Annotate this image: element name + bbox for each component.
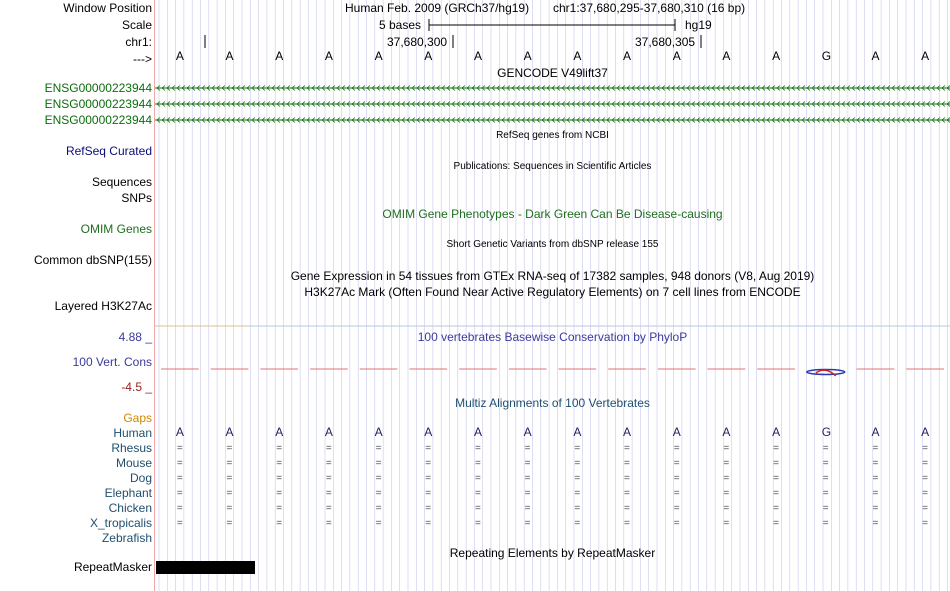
alignment-match: =	[276, 458, 283, 469]
cons-min-label: -4.5 _	[121, 380, 152, 394]
alignment-match: =	[375, 473, 382, 484]
species-label-rhesus[interactable]: Rhesus	[111, 441, 152, 455]
species-label-dog[interactable]: Dog	[129, 471, 152, 485]
base-letter: A	[424, 49, 433, 63]
alignment-match: =	[276, 443, 283, 454]
alignment-base: A	[324, 425, 333, 439]
alignment-match: =	[872, 518, 879, 529]
alignment-match: =	[872, 473, 879, 484]
alignment-match: =	[872, 443, 879, 454]
snps-track-label[interactable]: SNPs	[121, 191, 152, 205]
alignment-base: A	[772, 425, 781, 439]
alignment-match: =	[723, 473, 730, 484]
position-readout: chr1:37,680,295-37,680,310 (16 bp)	[553, 1, 746, 15]
alignment-match: =	[176, 488, 183, 499]
alignment-match: =	[474, 488, 481, 499]
publications-track-title: Publications: Sequences in Scientific Articles	[453, 161, 652, 172]
alignment-match: =	[375, 518, 382, 529]
multiz-alignment-rows	[155, 425, 950, 535]
alignment-base: A	[175, 425, 184, 439]
alignment-match: =	[325, 473, 332, 484]
gaps-label: Gaps	[123, 411, 152, 425]
alignment-match: =	[773, 488, 779, 499]
alignment-match: =	[773, 518, 779, 529]
alignment-match: =	[325, 458, 332, 469]
species-label-zebrafish[interactable]: Zebrafish	[101, 531, 152, 545]
base-letter: A	[871, 49, 880, 63]
alignment-match: =	[176, 458, 183, 469]
alignment-match: =	[624, 503, 630, 514]
alignment-match: =	[325, 518, 332, 529]
alignment-match: =	[574, 503, 581, 514]
alignment-base: A	[672, 425, 681, 439]
h3k27ac-track-label[interactable]: Layered H3K27Ac	[54, 299, 152, 313]
base-letter: A	[175, 49, 184, 63]
alignment-match: =	[226, 443, 233, 454]
base-letter: A	[573, 49, 582, 63]
alignment-match: =	[673, 488, 680, 499]
coordinate-label: 37,680,300	[387, 35, 448, 49]
alignment-match: =	[574, 473, 581, 484]
alignment-match: =	[474, 443, 481, 454]
alignment-match: =	[922, 518, 928, 529]
alignment-match: =	[474, 458, 481, 469]
alignment-match: =	[176, 473, 183, 484]
alignment-match: =	[922, 488, 928, 499]
alignment-match: =	[176, 443, 183, 454]
alignment-base: A	[374, 425, 383, 439]
dbsnp-track-label[interactable]: Common dbSNP(155)	[33, 253, 152, 267]
alignment-match: =	[773, 473, 779, 484]
alignment-match: =	[425, 458, 432, 469]
alignment-match: =	[723, 488, 730, 499]
base-letter: A	[324, 49, 333, 63]
alignment-match: =	[822, 473, 829, 484]
alignment-match: =	[723, 518, 730, 529]
alignment-match: =	[673, 518, 680, 529]
window-position-label: Window Position	[63, 1, 152, 15]
species-label-xtropicalis[interactable]: X_tropicalis	[89, 516, 152, 530]
alignment-match: =	[226, 488, 233, 499]
alignment-match: =	[773, 458, 779, 469]
coordinate-ticks	[155, 35, 950, 49]
alignment-match: =	[425, 488, 432, 499]
alignment-match: =	[524, 488, 531, 499]
base-letter: G	[821, 49, 832, 63]
base-letter: A	[225, 49, 234, 63]
track-image-area[interactable]	[155, 0, 950, 591]
alignment-base: A	[573, 425, 582, 439]
alignment-match: =	[226, 473, 233, 484]
alignment-base: A	[225, 425, 234, 439]
cons-track-label[interactable]: 100 Vert. Cons	[72, 355, 152, 369]
alignment-match: =	[276, 503, 283, 514]
alignment-match: =	[276, 518, 283, 529]
alignment-base: A	[623, 425, 632, 439]
alignment-match: =	[872, 488, 879, 499]
alignment-match: =	[624, 488, 630, 499]
alignment-base: A	[473, 425, 482, 439]
alignment-match: =	[375, 488, 382, 499]
gtex-track-title: Gene Expression in 54 tissues from GTEx RNA-seq of 17382 samples, 948 donors (V8, Aug 2019)	[290, 269, 815, 283]
alignment-match: =	[673, 473, 680, 484]
alignment-base: A	[275, 425, 284, 439]
alignment-match: =	[425, 518, 432, 529]
phylop-track-title: 100 vertebrates Basewise Conservation by PhyloP	[417, 330, 688, 344]
alignment-base: G	[821, 425, 832, 439]
base-letter: A	[623, 49, 632, 63]
alignment-base: A	[722, 425, 731, 439]
alignment-match: =	[375, 503, 382, 514]
alignment-match: =	[325, 443, 332, 454]
base-letter: A	[921, 49, 930, 63]
alignment-match: =	[673, 458, 680, 469]
alignment-match: =	[226, 518, 233, 529]
multiz-track-title: Multiz Alignments of 100 Vertebrates	[455, 396, 650, 410]
base-letter: A	[672, 49, 681, 63]
alignment-match: =	[524, 443, 531, 454]
base-sequence-row	[155, 49, 950, 63]
alignment-match: =	[723, 503, 730, 514]
alignment-match: =	[872, 458, 879, 469]
base-letter: A	[374, 49, 383, 63]
alignment-match: =	[524, 503, 531, 514]
alignment-match: =	[574, 458, 581, 469]
repeat-element-block[interactable]	[156, 561, 255, 574]
gencode-track-title: GENCODE V49lift37	[497, 66, 608, 80]
alignment-base: A	[424, 425, 433, 439]
scale-text: 5 bases	[379, 18, 422, 32]
alignment-match: =	[822, 443, 829, 454]
alignment-match: =	[822, 518, 829, 529]
base-letter: A	[523, 49, 532, 63]
repeatmasker-track-label[interactable]: RepeatMasker	[73, 560, 152, 574]
alignment-match: =	[425, 503, 432, 514]
gencode-gene-label[interactable]: ENSG00000223944	[44, 81, 152, 95]
alignment-match: =	[922, 443, 928, 454]
refseq-track-title: RefSeq genes from NCBI	[496, 130, 609, 141]
scale-assembly: hg19	[685, 18, 712, 32]
alignment-base: A	[921, 425, 930, 439]
scale-bar	[425, 18, 685, 32]
base-letter: A	[722, 49, 731, 63]
alignment-base: A	[523, 425, 532, 439]
alignment-match: =	[226, 503, 233, 514]
alignment-match: =	[773, 443, 779, 454]
alignment-match: =	[624, 473, 630, 484]
gencode-transcripts[interactable]	[155, 80, 950, 130]
strand-arrow-label: --->	[133, 52, 152, 66]
alignment-match: =	[325, 503, 332, 514]
alignment-match: =	[524, 458, 531, 469]
base-letter: A	[275, 49, 284, 63]
alignment-match: =	[673, 503, 680, 514]
species-label-human[interactable]: Human	[113, 426, 152, 440]
alignment-match: =	[325, 488, 332, 499]
alignment-match: =	[474, 473, 481, 484]
alignment-match: =	[375, 458, 382, 469]
gencode-gene-label[interactable]: ENSG00000223944	[44, 113, 152, 127]
alignment-match: =	[474, 503, 481, 514]
alignment-match: =	[624, 458, 630, 469]
alignment-match: =	[574, 518, 581, 529]
species-label-mouse[interactable]: Mouse	[115, 456, 152, 470]
alignment-match: =	[723, 443, 730, 454]
alignment-match: =	[574, 488, 581, 499]
alignment-match: =	[773, 503, 779, 514]
chrom-label: chr1:	[125, 35, 152, 49]
coordinate-label: 37,680,305	[635, 35, 696, 49]
alignment-match: =	[922, 503, 928, 514]
base-letter: A	[473, 49, 482, 63]
gencode-gene-label[interactable]: ENSG00000223944	[44, 97, 152, 111]
alignment-match: =	[723, 458, 730, 469]
alignment-match: =	[375, 443, 382, 454]
alignment-match: =	[574, 443, 581, 454]
omim-track-label[interactable]: OMIM Genes	[80, 222, 152, 236]
image-frame-line	[154, 0, 155, 591]
scale-label: Scale	[121, 18, 152, 32]
assembly-title: Human Feb. 2009 (GRCh37/hg19)	[345, 1, 530, 15]
alignment-match: =	[276, 473, 283, 484]
alignment-match: =	[822, 503, 829, 514]
species-label-elephant[interactable]: Elephant	[104, 486, 152, 500]
alignment-match: =	[822, 488, 829, 499]
alignment-match: =	[524, 518, 531, 529]
alignment-match: =	[673, 443, 680, 454]
h3k27ac-track-title: H3K27Ac Mark (Often Found Near Active Regulatory Elements) on 7 cell lines from ENCODE	[304, 285, 801, 299]
omim-track-title: OMIM Gene Phenotypes - Dark Green Can Be Disease-causing	[382, 207, 723, 221]
alignment-match: =	[822, 458, 829, 469]
alignment-match: =	[226, 458, 233, 469]
alignment-match: =	[425, 473, 432, 484]
alignment-match: =	[624, 443, 630, 454]
alignment-match: =	[276, 488, 283, 499]
alignment-match: =	[425, 443, 432, 454]
alignment-match: =	[524, 473, 531, 484]
alignment-base: A	[871, 425, 880, 439]
base-letter: A	[772, 49, 781, 63]
species-label-chicken[interactable]: Chicken	[108, 501, 152, 515]
alignment-match: =	[624, 518, 630, 529]
alignment-match: =	[922, 458, 928, 469]
dbsnp-track-title: Short Genetic Variants from dbSNP release 155	[446, 239, 659, 250]
alignment-match: =	[922, 473, 928, 484]
alignment-match: =	[872, 503, 879, 514]
alignment-match: =	[176, 518, 183, 529]
alignment-match: =	[176, 503, 183, 514]
track-label-column	[0, 0, 154, 591]
repeatmasker-track-title: Repeating Elements by RepeatMasker	[449, 546, 656, 560]
sequences-track-label[interactable]: Sequences	[91, 175, 152, 189]
refseq-track-label[interactable]: RefSeq Curated	[65, 144, 152, 158]
cons-max-label: 4.88 _	[118, 330, 152, 344]
alignment-match: =	[474, 518, 481, 529]
